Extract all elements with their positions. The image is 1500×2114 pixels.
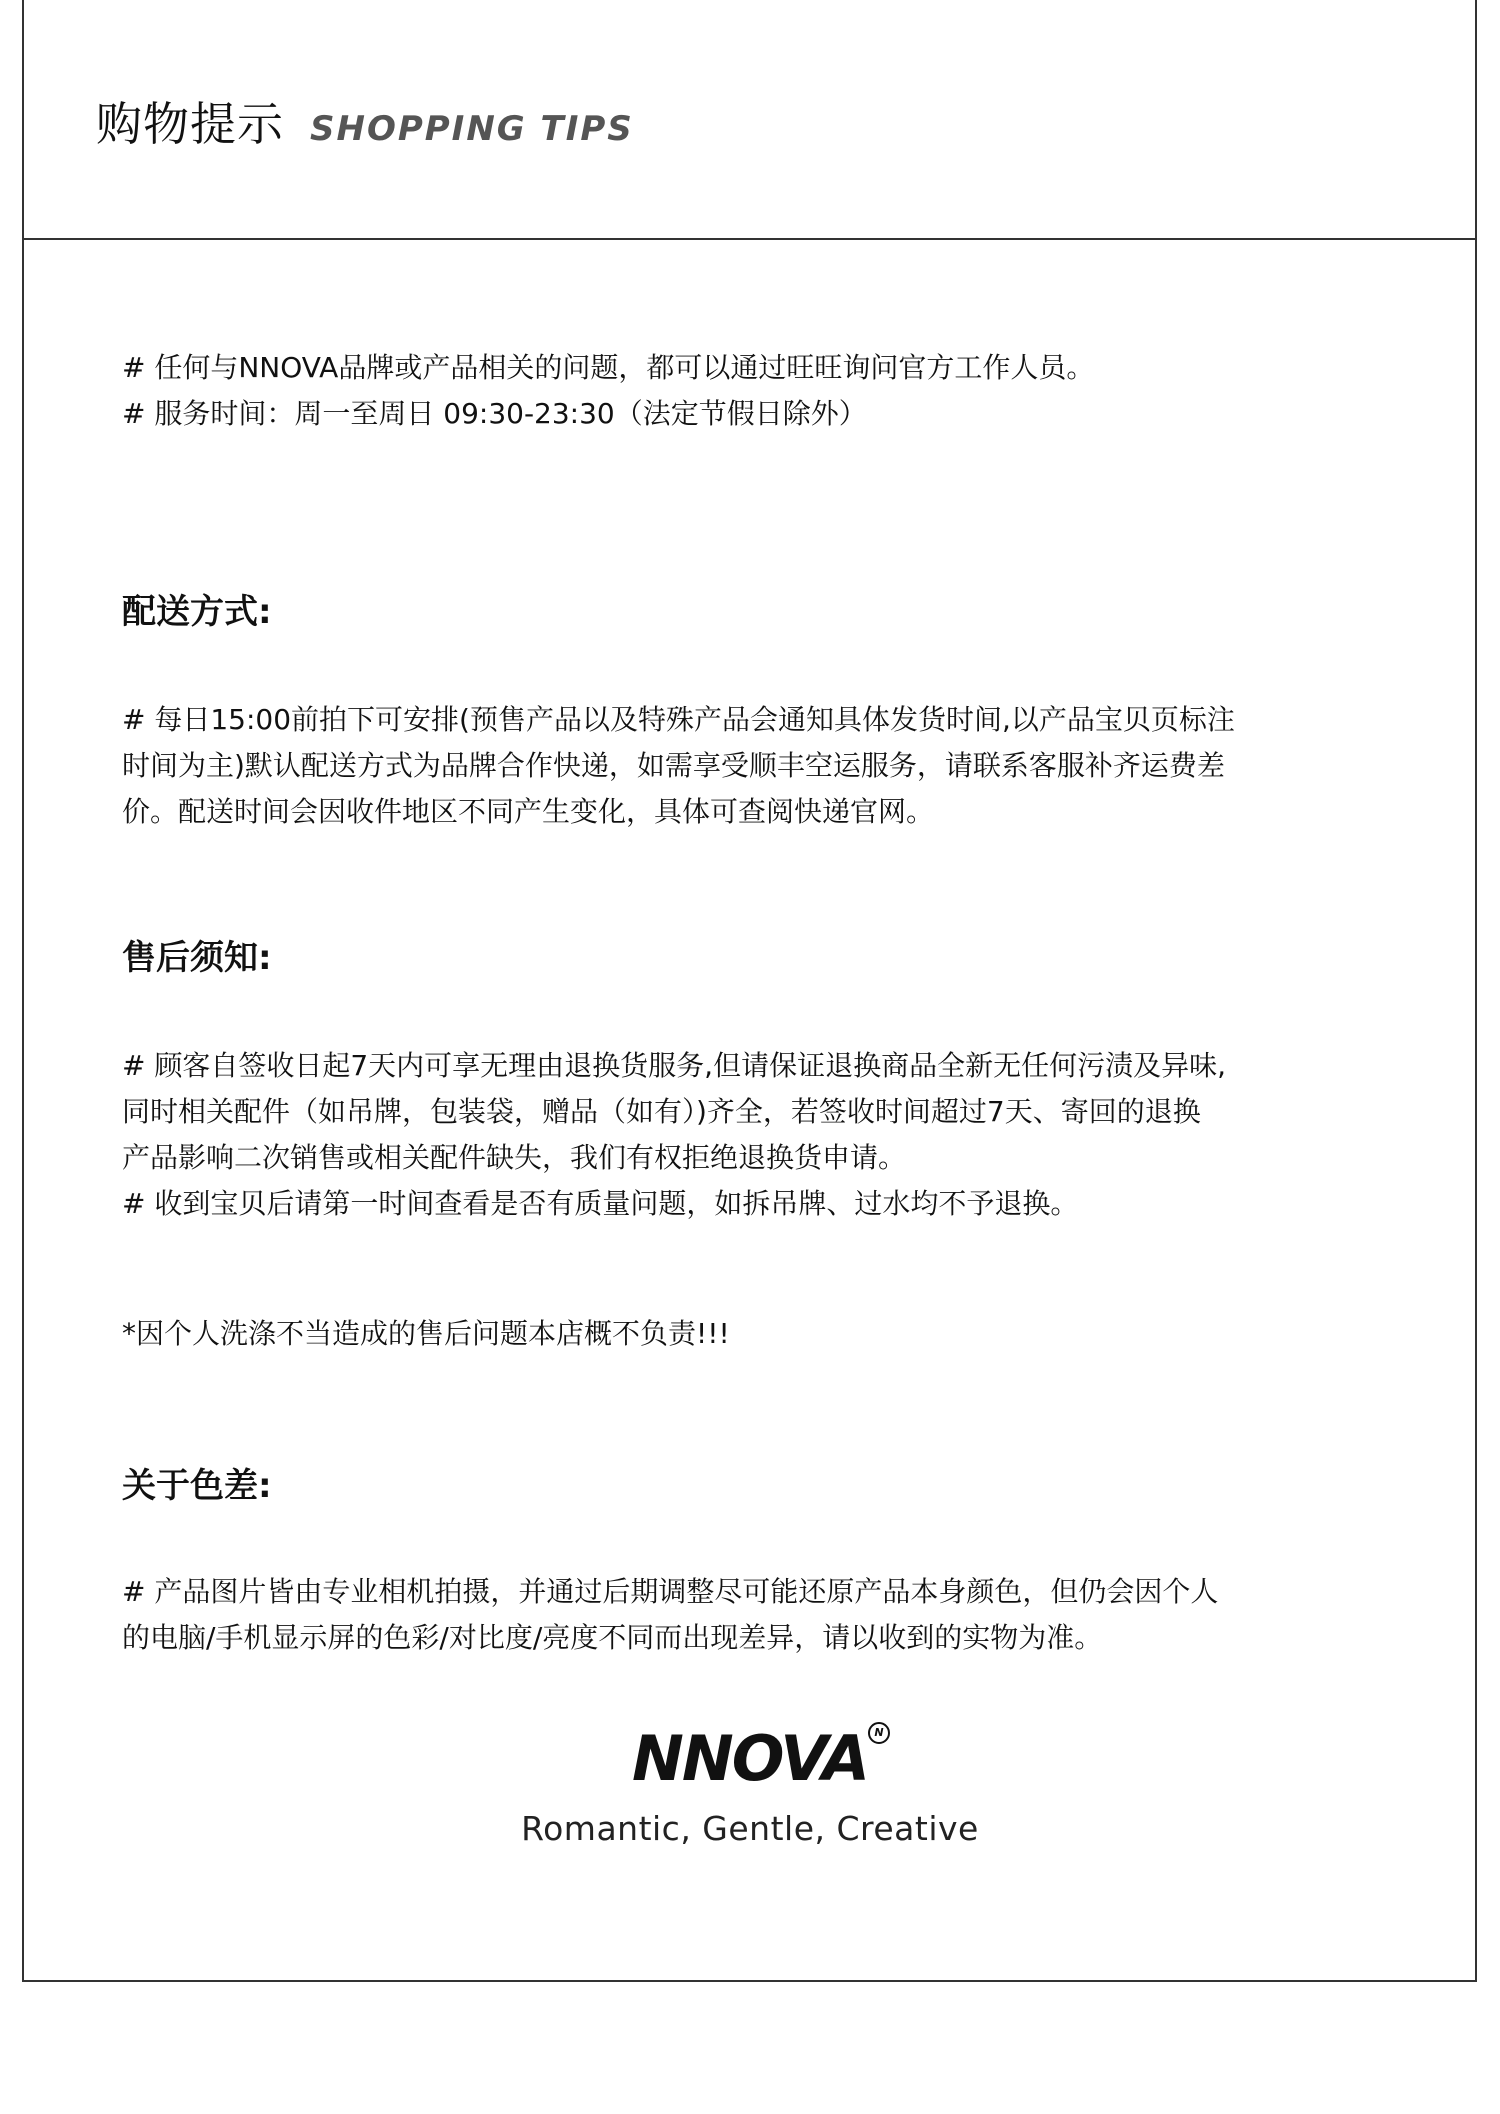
color-diff-heading: 关于色差: (122, 1466, 272, 1506)
page-title: 购物提示 (96, 97, 284, 151)
tips-content (122, 345, 1392, 1661)
color-diff-text: # 产品图片皆由专业相机拍摄，并通过后期调整尽可能还原产品本身颜色，但仍会因个人 的电脑/手机显示屏的色彩/对比度/亮度不同而出现差异，请以收到的实物为准。 (122, 1575, 1219, 1654)
header-divider (22, 238, 1477, 240)
after-sale-heading: 售后须知: (122, 938, 272, 978)
delivery-heading: 配送方式: (122, 592, 272, 632)
brand-footer (0, 1722, 1500, 1848)
brand-tagline: Romantic, Gentle, Creative (521, 1809, 979, 1848)
intro-section (122, 345, 1392, 437)
after-sale-text: # 顾客自签收日起7天内可享无理由退换货服务,但请保证退换商品全新无任何污渍及异味, 同时相关配件（如吊牌，包装袋，赠品（如有）)齐全，若签收时间超过7天、寄回的退换 产品影响二次销售或相关配件缺失，我们有权拒绝退换货申请。 # 收到宝贝后请第一时间查看是否有质量问题，如拆吊牌、过水均不予退换。 (122, 1049, 1226, 1220)
after-sale-notice: *因个人洗涤不当造成的售后问题本店概不负责!!! (122, 1317, 730, 1350)
registered-mark-icon: N (868, 1722, 890, 1744)
brand-logo-text: NNOVA (631, 1722, 869, 1795)
delivery-text: # 每日15:00前拍下可安排(预售产品以及特殊产品会通知具体发货时间,以产品宝贝页标注 时间为主)默认配送方式为品牌合作快递，如需享受顺丰空运服务，请联系客服补齐运费差 价。配送时间会因收件地区不同产生变化，具体可查阅快递官网。 (122, 703, 1235, 828)
intro-contact-line: # 任何与NNOVA品牌或产品相关的问题，都可以通过旺旺询问官方工作人员。 (122, 351, 1095, 384)
brand-logo (631, 1722, 884, 1795)
page-subtitle: SHOPPING TIPS (310, 109, 634, 149)
page-header (96, 88, 634, 154)
intro-service-hours: # 服务时间：周一至周日 09:30-23:30（法定节假日除外） (122, 397, 867, 430)
